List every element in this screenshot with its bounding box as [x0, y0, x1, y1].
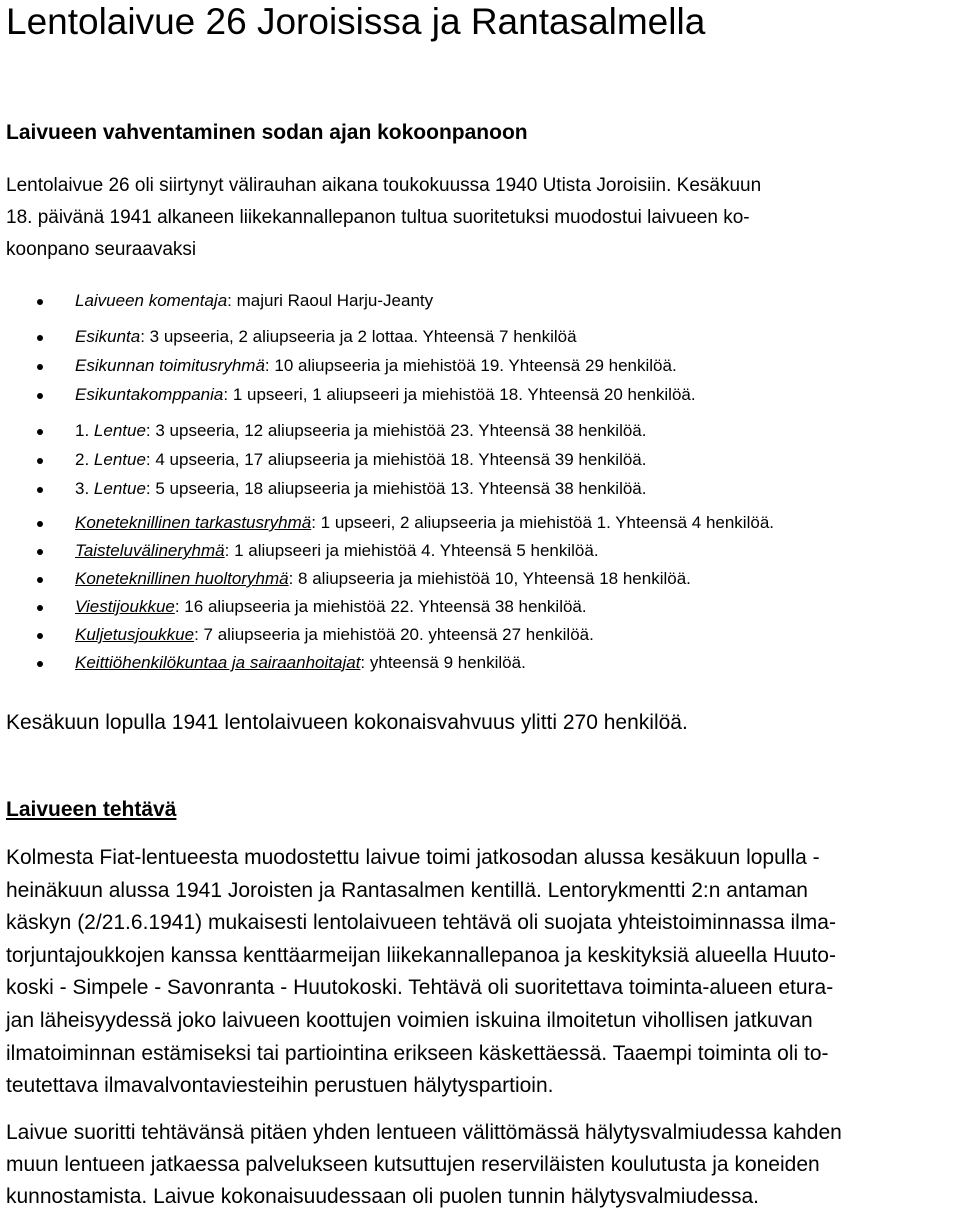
- list-item: [75, 384, 696, 406]
- bullet-icon: [37, 661, 43, 667]
- unit-detail: : 1 upseeri, 1 aliupseeri ja miehistöä 18. Yhteensä 20 henkilöä.: [223, 385, 696, 404]
- unit-label: Laivueen komentaja: [75, 291, 228, 310]
- bullet-icon: [37, 393, 43, 399]
- paragraph-line: teutettava ilmavalvontaviesteihin perustuen hälytyspartioin.: [6, 1074, 554, 1098]
- lentue-number: 3.: [75, 479, 94, 498]
- section-heading-text: Laivueen tehtävä: [6, 798, 177, 821]
- list-item: [75, 568, 691, 590]
- unit-label: Keittiöhenkilökuntaa ja sairaanhoitajat: [75, 653, 361, 672]
- page-title: Lentolaivue 26 Joroisissa ja Rantasalmella: [6, 1, 706, 42]
- bullet-icon: [37, 487, 43, 493]
- paragraph-line: kunnostamista. Laivue kokonaisuudessaan oli puolen tunnin hälytysvalmiudessa.: [6, 1185, 759, 1208]
- readiness-paragraph: [6, 1117, 956, 1213]
- intro-line: koonpano seuraavaksi: [6, 239, 197, 260]
- bullet-icon: [37, 335, 43, 341]
- task-paragraph: [6, 842, 956, 1103]
- lentue-number: 1.: [75, 421, 94, 440]
- unit-detail: : 4 upseeria, 17 aliupseeria ja miehistöä 18. Yhteensä 39 henkilöä.: [145, 450, 647, 469]
- bullet-icon: [37, 549, 43, 555]
- paragraph-line: heinäkuun alussa 1941 Joroisten ja Rantasalmen kentillä. Lentorykmentti 2:n antaman: [6, 878, 808, 902]
- list-item: [75, 449, 647, 471]
- unit-label: Koneteknillinen tarkastusryhmä: [75, 513, 312, 532]
- list-item: [75, 478, 647, 500]
- list-item: [75, 624, 594, 646]
- paragraph-line: torjuntajoukkojen kanssa kenttäarmeijan liikekannallepanoa ja keskityksiä alueella Huuto-: [6, 943, 836, 967]
- list-item: [75, 540, 599, 562]
- paragraph-line: jan läheisyydessä joko laivueen koottujen voimien iskuina ilmoitetun vihollisen jatkuvan: [6, 1008, 813, 1032]
- unit-label: Kuljetusjoukkue: [75, 625, 195, 644]
- unit-detail: : 1 aliupseeri ja miehistöä 4. Yhteensä 5 henkilöä.: [224, 541, 599, 560]
- section-heading-task: [6, 797, 176, 823]
- unit-label: Viestijoukkue: [75, 597, 175, 616]
- unit-detail: : 3 upseeria, 2 aliupseeria ja 2 lottaa. Yhteensä 7 henkilöä: [140, 327, 577, 346]
- intro-paragraph: [6, 170, 956, 266]
- paragraph-line: ilmatoiminnan estämiseksi tai partiointina erikseen käskettäessä. Taaempi toiminta oli to-: [6, 1041, 829, 1065]
- unit-label: Esikunta: [75, 327, 141, 346]
- bullet-icon: [37, 458, 43, 464]
- unit-label: Lentue: [93, 450, 146, 469]
- unit-detail: : 16 aliupseeria ja miehistöä 22. Yhteensä 38 henkilöä.: [174, 597, 587, 616]
- section-heading-reinforcement: Laivueen vahventaminen sodan ajan kokoonpanoon: [6, 121, 528, 144]
- unit-detail: : yhteensä 9 henkilöä.: [360, 653, 526, 672]
- bullet-icon: [37, 577, 43, 583]
- list-item: [75, 596, 587, 618]
- unit-detail: : 8 aliupseeria ja miehistöä 10, Yhteensä 18 henkilöä.: [288, 569, 691, 588]
- bullet-icon: [37, 299, 43, 305]
- unit-label: Koneteknillinen huoltoryhmä: [75, 569, 289, 588]
- bullet-icon: [37, 364, 43, 370]
- unit-label: Esikuntakomppania: [75, 385, 224, 404]
- list-item: [75, 512, 774, 534]
- list-item: [75, 355, 677, 377]
- bullet-icon: [37, 633, 43, 639]
- list-item: [75, 420, 647, 442]
- paragraph-line: muun lentueen jatkaessa palvelukseen kutsuttujen reserviläisten koulutusta ja koneiden: [6, 1153, 820, 1176]
- summary-text: Kesäkuun lopulla 1941 lentolaivueen kokonaisvahvuus ylitti 270 henkilöä.: [6, 711, 688, 734]
- intro-line: 18. päivänä 1941 alkaneen liikekannallepanon tultua suoritetuksi muodostui laivueen ko-: [6, 207, 750, 228]
- unit-label: Esikunnan toimitusryhmä: [75, 356, 265, 375]
- unit-detail: : majuri Raoul Harju-Jeanty: [227, 291, 434, 310]
- strength-summary: [6, 707, 956, 739]
- unit-label: Lentue: [93, 421, 146, 440]
- paragraph-line: koski - Simpele - Savonranta - Huutokoski. Tehtävä oli suoritettava toiminta-alueen etura-: [6, 976, 834, 1000]
- bullet-icon: [37, 605, 43, 611]
- unit-detail: : 10 aliupseeria ja miehistöä 19. Yhteensä 29 henkilöä.: [264, 356, 677, 375]
- unit-detail: : 3 upseeria, 12 aliupseeria ja miehistöä 23. Yhteensä 38 henkilöä.: [145, 421, 647, 440]
- intro-line: Lentolaivue 26 oli siirtynyt välirauhan aikana toukokuussa 1940 Utista Joroisiin. Kesäkuun: [6, 175, 762, 196]
- unit-detail: : 1 upseeri, 2 aliupseeria ja miehistöä 1. Yhteensä 4 henkilöä.: [311, 513, 774, 532]
- unit-detail: : 7 aliupseeria ja miehistöä 20. yhteensä 27 henkilöä.: [194, 625, 594, 644]
- list-item: [75, 326, 577, 348]
- unit-label: Taisteluvälineryhmä: [75, 541, 225, 560]
- unit-detail: : 5 upseeria, 18 aliupseeria ja miehistöä 13. Yhteensä 38 henkilöä.: [145, 479, 647, 498]
- paragraph-line: Kolmesta Fiat-lentueesta muodostettu laivue toimi jatkosodan alussa kesäkuun lopulla -: [6, 846, 820, 869]
- list-item: [75, 652, 526, 674]
- lentue-number: 2.: [75, 450, 94, 469]
- unit-label: Lentue: [93, 479, 146, 498]
- paragraph-line: Laivue suoritti tehtävänsä pitäen yhden lentueen välittömässä hälytysvalmiudessa kahden: [6, 1121, 842, 1144]
- bullet-icon: [37, 521, 43, 527]
- list-item: [75, 290, 433, 312]
- paragraph-line: käskyn (2/21.6.1941) mukaisesti lentolaivueen tehtävä oli suojata yhteistoiminnassa ilma-: [6, 911, 836, 935]
- bullet-icon: [37, 429, 43, 435]
